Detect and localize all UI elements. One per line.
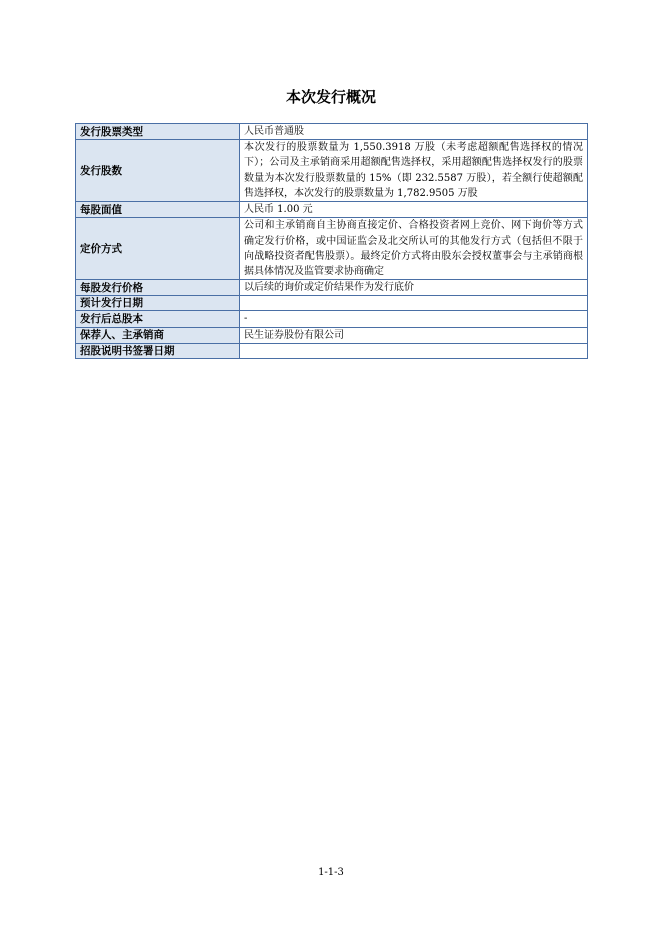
row-value bbox=[240, 296, 588, 311]
offering-overview-table bbox=[75, 123, 588, 359]
row-label: 发行股票类型 bbox=[76, 124, 240, 140]
row-value bbox=[240, 343, 588, 358]
row-value: 本次发行的股票数量为 1,550.3918 万股（未考虑超额配售选择权的情况下）；公司及主承销商采用超额配售选择权，采用超额配售选择权发行的股票数量为本次发行股票数量的 15%（即 232.5587 万股），若全额行使超额配售选择权，本次发行的股票数量为 1,782.9505 万股 bbox=[240, 140, 588, 202]
row-label: 定价方式 bbox=[76, 218, 240, 280]
row-value: 公司和主承销商自主协商直接定价、合格投资者网上竞价、网下询价等方式确定发行价格，或中国证监会及北交所认可的其他发行方式（包括但不限于向战略投资者配售股票）。最终定价方式将由股东会授权董事会与主承销商根据具体情况及监管要求协商确定 bbox=[240, 218, 588, 280]
table-row bbox=[76, 140, 588, 202]
table-row bbox=[76, 343, 588, 358]
row-label: 保荐人、主承销商 bbox=[76, 327, 240, 343]
row-value: 民生证券股份有限公司 bbox=[240, 327, 588, 343]
page-number: 1-1-3 bbox=[318, 867, 344, 878]
row-value: 人民币普通股 bbox=[240, 124, 588, 140]
table-row bbox=[76, 202, 588, 218]
table-row bbox=[76, 327, 588, 343]
table-row bbox=[76, 311, 588, 327]
row-value: - bbox=[240, 311, 588, 327]
row-label: 预计发行日期 bbox=[76, 296, 240, 311]
row-value: 以后续的询价或定价结果作为发行底价 bbox=[240, 280, 588, 296]
row-label: 每股发行价格 bbox=[76, 280, 240, 296]
row-label: 发行股数 bbox=[76, 140, 240, 202]
row-value: 人民币 1.00 元 bbox=[240, 202, 588, 218]
row-label: 每股面值 bbox=[76, 202, 240, 218]
table-row bbox=[76, 280, 588, 296]
table-row bbox=[76, 296, 588, 311]
table-row bbox=[76, 124, 588, 140]
row-label: 发行后总股本 bbox=[76, 311, 240, 327]
table-row bbox=[76, 218, 588, 280]
row-label: 招股说明书签署日期 bbox=[76, 343, 240, 358]
page-title: 本次发行概况 bbox=[285, 88, 376, 106]
